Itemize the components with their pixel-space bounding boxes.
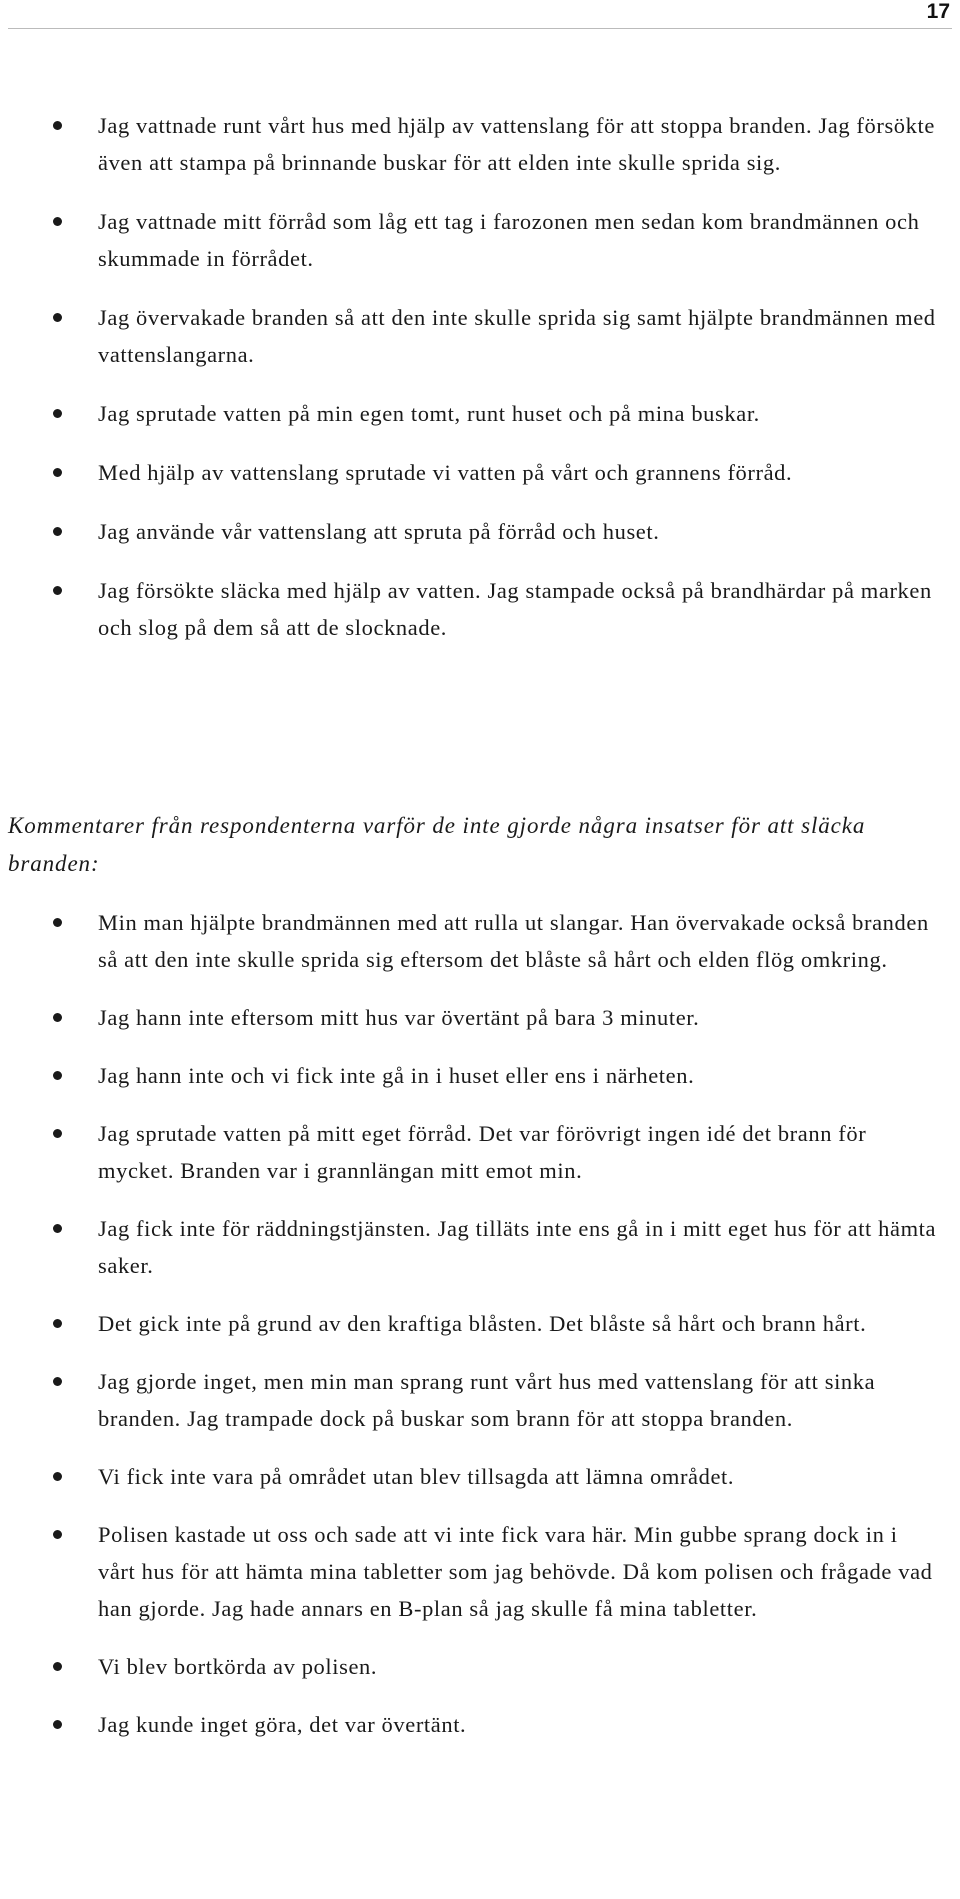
actions-list — [0, 107, 960, 646]
list-item — [0, 1305, 960, 1342]
bullet-icon — [53, 1129, 62, 1138]
list-item-text: Polisen kastade ut oss och sade att vi inte fick vara här. Min gubbe sprang dock in i vårt hus för att hämta mina tabletter som jag behövde. Då kom polisen och frågade vad han gjorde. Jag hade annars en B-plan så jag skulle få mina tabletter. — [98, 1522, 933, 1621]
list-item — [0, 572, 960, 646]
list-item-text: Jag vattnade runt vårt hus med hjälp av vattenslang för att stoppa branden. Jag försökte även att stampa på brinnande buskar för att elden inte skulle sprida sig. — [98, 113, 935, 175]
list-item-text: Jag hann inte och vi fick inte gå in i huset eller ens i närheten. — [98, 1063, 695, 1088]
list-item-text: Med hjälp av vattenslang sprutade vi vatten på vårt och grannens förråd. — [98, 460, 793, 485]
list-item — [0, 1115, 960, 1189]
bullet-icon — [53, 121, 62, 130]
list-item-text: Jag gjorde inget, men min man sprang runt vårt hus med vattenslang för att sinka branden. Jag trampade dock på buskar som brann för att stoppa branden. — [98, 1369, 876, 1431]
bullet-icon — [53, 409, 62, 418]
bullet-icon — [53, 1472, 62, 1481]
list-item-text: Jag sprutade vatten på mitt eget förråd. Det var förövrigt ingen idé det brann för mycket. Branden var i grannlängan mitt emot min. — [98, 1121, 867, 1183]
bullet-icon — [53, 217, 62, 226]
list-item-text: Vi fick inte vara på området utan blev tillsagda att lämna området. — [98, 1464, 735, 1489]
list-item-text: Jag använde vår vattenslang att spruta på förråd och huset. — [98, 519, 660, 544]
list-item — [0, 1706, 960, 1743]
list-item — [0, 513, 960, 550]
bullet-icon — [53, 1720, 62, 1729]
list-item-text: Jag fick inte för räddningstjänsten. Jag tilläts inte ens gå in i mitt eget hus för att hämta saker. — [98, 1216, 937, 1278]
bullet-icon — [53, 1377, 62, 1386]
section-heading: Kommentarer från respondenterna varför de inte gjorde några insatser för att släcka branden: — [8, 813, 866, 876]
header-divider — [8, 28, 952, 29]
list-item — [0, 999, 960, 1036]
page-header — [0, 0, 960, 32]
bullet-icon — [53, 918, 62, 927]
list-item-text: Jag försökte släcka med hjälp av vatten. Jag stampade också på brandhärdar på marken och slog på dem så att de slocknade. — [98, 578, 932, 640]
bullet-icon — [53, 527, 62, 536]
bullet-icon — [53, 1319, 62, 1328]
list-item-text: Det gick inte på grund av den kraftiga blåsten. Det blåste så hårt och brann hårt. — [98, 1311, 867, 1336]
list-item — [0, 1516, 960, 1627]
comments-list — [0, 904, 960, 1743]
bullet-icon — [53, 1013, 62, 1022]
bullet-icon — [53, 586, 62, 595]
list-item — [0, 454, 960, 491]
list-item — [0, 107, 960, 181]
bullet-icon — [53, 1662, 62, 1671]
list-item — [0, 299, 960, 373]
list-item-text: Min man hjälpte brandmännen med att rulla ut slangar. Han övervakade också branden så att den inte skulle sprida sig eftersom det blåste så hårt och elden flög omkring. — [98, 910, 929, 972]
list-item-text: Jag vattnade mitt förråd som låg ett tag i farozonen men sedan kom brandmännen och skummade in förrådet. — [98, 209, 920, 271]
list-item — [0, 1458, 960, 1495]
list-item — [0, 1363, 960, 1437]
list-item-text: Jag sprutade vatten på min egen tomt, runt huset och på mina buskar. — [98, 401, 760, 426]
list-item-text: Vi blev bortkörda av polisen. — [98, 1654, 378, 1679]
list-item — [0, 1210, 960, 1284]
page-number: 17 — [926, 0, 950, 23]
bullet-icon — [53, 1224, 62, 1233]
list-item-text: Jag hann inte eftersom mitt hus var övertänt på bara 3 minuter. — [98, 1005, 700, 1030]
list-item — [0, 1648, 960, 1685]
bullet-icon — [53, 1071, 62, 1080]
list-item — [0, 203, 960, 277]
list-item — [0, 395, 960, 432]
list-item-text: Jag övervakade branden så att den inte skulle sprida sig samt hjälpte brandmännen med vattenslangarna. — [98, 305, 936, 367]
list-item — [0, 904, 960, 978]
bullet-icon — [53, 313, 62, 322]
list-item-text: Jag kunde inget göra, det var övertänt. — [98, 1712, 467, 1737]
list-item — [0, 1057, 960, 1094]
bullet-icon — [53, 1530, 62, 1539]
bullet-icon — [53, 468, 62, 477]
